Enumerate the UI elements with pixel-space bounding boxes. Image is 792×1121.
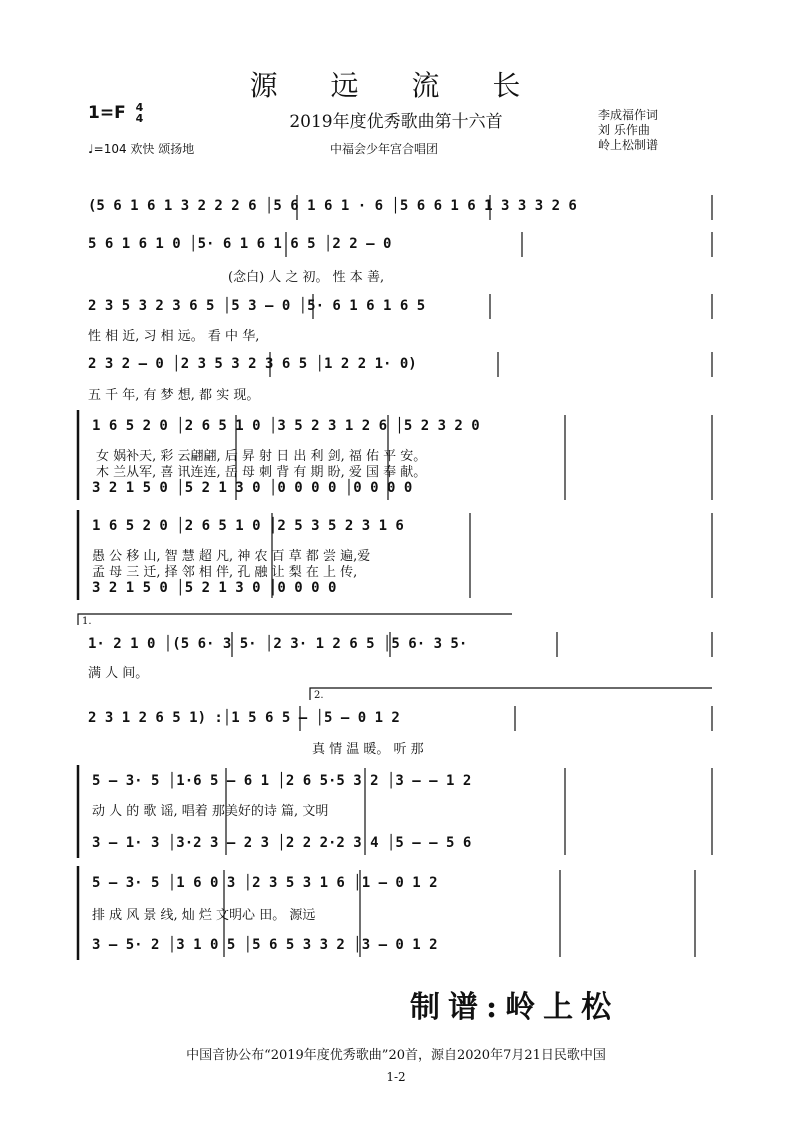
score-row-7-notes: 1· 2 1 0 │(5 6· 3 5· │2 3· 1 2 6 5 │5 6· 3 5· xyxy=(88,636,468,652)
engraver-signature: 制谱:岭上松 xyxy=(410,990,620,1025)
song-title: 源 远 流 长 xyxy=(249,69,543,102)
score-row-10-lower-notes: 3 – 5· 2 │3 1 0 5 │5 6 5 3 3 2 │3 – 0 1 2 xyxy=(92,937,438,953)
lyricist: 李成福作词 xyxy=(598,108,659,122)
key-label: 1=F xyxy=(88,103,126,123)
score-row-3-notes: 2 3 5 3 2 3 6 5 │5 3 – 0 │5· 6 1 6 1 6 5 xyxy=(88,298,426,314)
page-number: 1-2 xyxy=(386,1070,406,1084)
score-row-3-lyric: 性 相 近, 习 相 远。 看 中 华, xyxy=(88,329,260,344)
time-top: 4 xyxy=(135,101,144,114)
score-row-6-notes: 1 6 5 2 0 │2 6 5 1 0 │2 5 3 5 2 3 1 6 xyxy=(92,518,404,534)
score-row-10-notes: 5 – 3· 5 │1 6 0 3 │2 3 5 3 1 6 │1 – 0 1 2 xyxy=(92,875,438,891)
composer: 刘 乐作曲 xyxy=(598,123,650,137)
score-row-5-lower-notes: 3 2 1 5 0 │5 2 1 3 0 │0 0 0 0 │0 0 0 0 xyxy=(92,480,413,496)
volta-1: 1. xyxy=(82,616,92,627)
time-bottom: 4 xyxy=(135,112,144,125)
volta-2: 2. xyxy=(314,690,324,701)
engraver: 岭上松制谱 xyxy=(598,138,659,152)
score-row-2-notes: 5 6 1 6 1 0 │5· 6 1 6 1 6 5 │2 2 – 0 xyxy=(88,236,392,252)
footer-note: 中国音协公布“2019年度优秀歌曲”20首，源自2020年7月21日民歌中国 xyxy=(186,1048,606,1063)
score-row-8-notes: 2 3 1 2 6 5 1) :│1 5 6 5 – │5 – 0 1 2 xyxy=(88,710,400,726)
choir-name: 中福会少年宫合唱团 xyxy=(330,142,439,156)
score-row-9-notes: 5 – 3· 5 │1·6 5 – 6 1 │2 6 5·5 3 2 │3 – – 1 2 xyxy=(92,773,472,789)
score-row-2-lyric: (念白) 人 之 初。 性 本 善, xyxy=(228,270,385,285)
score-row-4-notes: 2 3 2 – 0 │2 3 5 3 2 3 6 5 │1 2 2 1· 0) xyxy=(88,356,417,372)
score-row-6-lyric-verse1: 愚 公 移 山, 智 慧 超 凡, 神 农 百 草 都 尝 遍,爱 xyxy=(92,549,371,564)
score-row-10-lyric: 排 成 风 景 线, 灿 烂 文明心 田。 源远 xyxy=(92,908,316,923)
score-row-5-lyric-verse2: 木 兰从军, 喜 讯连连, 岳 母 刺 背 有 期 盼, 爱 国 奉 献。 xyxy=(96,465,427,480)
score-row-6-lyric-verse2: 孟 母 三 迁, 择 邻 相 伴, 孔 融 让 梨 在 上 传, xyxy=(92,565,358,580)
score-row-1-notes: (5 6 1 6 1 3 2 2 2 6 │5 6 1 6 1 · 6 │5 6 6 1 6 1 3 3 3 2 6 xyxy=(88,198,577,214)
score-row-8-lyric: 真 情 温 暖。 听 那 xyxy=(312,742,424,757)
score-row-6-lower-notes: 3 2 1 5 0 │5 2 1 3 0 │0 0 0 0 xyxy=(92,580,337,596)
tempo-marking: ♩=104 欢快 颂扬地 xyxy=(88,142,195,156)
score-row-4-lyric: 五 千 年, 有 梦 想, 都 实 现。 xyxy=(88,388,260,403)
score-row-5-notes: 1 6 5 2 0 │2 6 5 1 0 │3 5 2 3 1 2 6 │5 2 3 2 0 xyxy=(92,418,480,434)
score-row-9-lower-notes: 3 – 1· 3 │3·2 3 – 2 3 │2 2 2·2 3 4 │5 – – 5 6 xyxy=(92,835,472,851)
song-subtitle: 2019年度优秀歌曲第十六首 xyxy=(289,112,503,132)
score-row-7-lyric: 满 人 间。 xyxy=(88,666,149,681)
score-row-9-lyric: 动 人 的 歌 谣, 唱着 那美好的诗 篇, 文明 xyxy=(92,804,329,819)
score-row-5-lyric-verse1: 女 娲补天, 彩 云翩翩, 后 昇 射 日 出 利 剑, 福 佑 平 安。 xyxy=(96,449,427,464)
